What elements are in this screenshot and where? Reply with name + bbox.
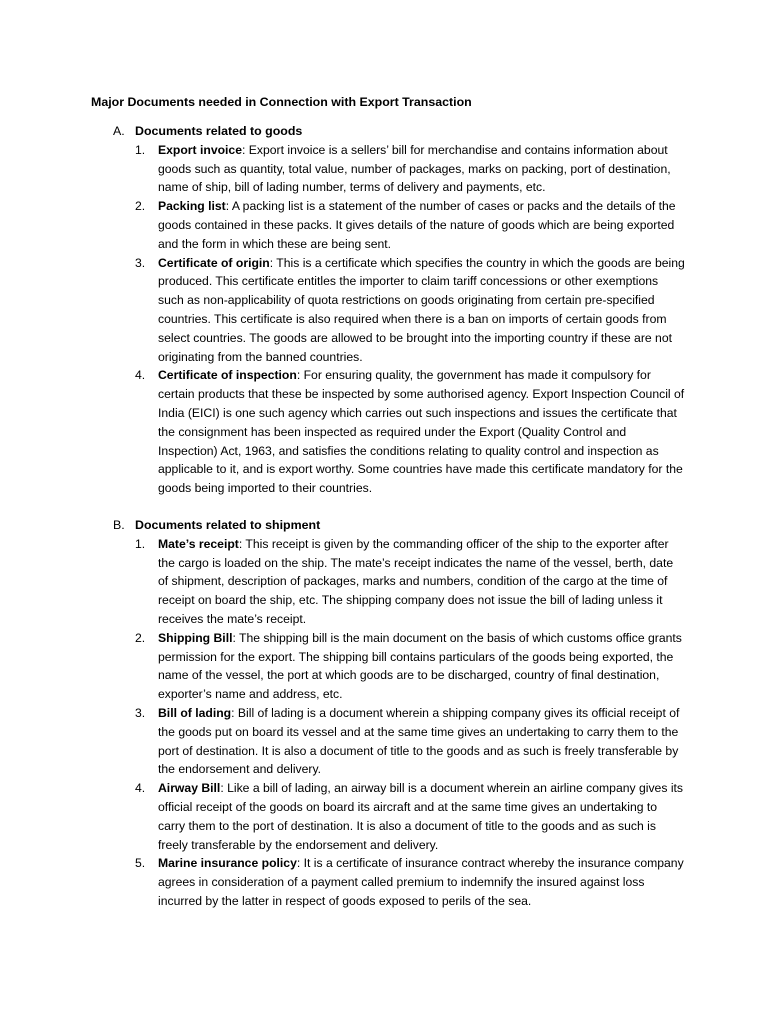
list-item-number: 1. xyxy=(135,536,146,551)
list-item-text: For ensuring quality, the government has made it compulsory for certain products that these be inspected by some authorised agency. Export Inspection Council of India (EICI) is one such agency which carries out such inspections and issues the certificate that the consignment has been inspected as required under the Export (Quality Control and Inspection) Act, 1963, and satisfies the conditions relating to quality control and inspection as applicable to it, and is export worthy. Some countries have made this certificate mandatory for the goods being imported to their countries. xyxy=(158,368,685,496)
list-item-text: The shipping bill is the main document on the basis of which customs office grants permission for the export. The shipping bill contains particulars of the goods being exported, the name of the vessel, the port at which goods are to be discharged, country of final destination, exporter’s name and address, etc. xyxy=(158,630,682,702)
list-item-term: Airway Bill xyxy=(158,781,221,796)
list-item-certificate-of-origin xyxy=(0,254,768,367)
list-item-text: Export invoice is a sellers’ bill for merchandise and contains information about goods such as quantity, total value, number of packages, marks on packing, port of destination, name of ship, bill of lading number, terms of delivery and payments, etc. xyxy=(158,142,671,195)
section-title: Documents related to goods xyxy=(135,124,303,138)
list-item-number: 4. xyxy=(135,781,146,796)
list-item-airway-bill xyxy=(0,779,768,854)
list-item-number: 4. xyxy=(135,368,146,383)
list-item-packing-list xyxy=(0,197,768,253)
list-item-term: Mate’s receipt xyxy=(158,536,239,551)
list-item-term: Packing list xyxy=(158,199,226,214)
list-item-text: Like a bill of lading, an airway bill is a document wherein an airline company gives its official receipt of the goods on board its aircraft and at the same time gives an undertaking to carry them to the port of destination. It is also a document of title to the goods and as such is freely transferable by the endorsement and delivery. xyxy=(158,781,684,852)
list-item-text: This receipt is given by the commanding officer of the ship to the exporter after the cargo is loaded on the ship. The mate’s receipt indicates the name of the vessel, berth, date of shipment, description of packages, marks and numbers, condition of the cargo at the time of receipt on board the ship, etc. The shipping company does not issue the bill of lading unless it receives the mate’s receipt. xyxy=(158,536,674,626)
list-item-marine-insurance-policy xyxy=(0,854,768,910)
list-item-term: Export invoice xyxy=(158,142,242,157)
section-heading xyxy=(0,516,768,535)
list-item-number: 3. xyxy=(135,705,146,720)
section-shipment-documents xyxy=(0,516,768,911)
section-goods-documents xyxy=(0,122,768,498)
list-item-number: 2. xyxy=(135,199,146,214)
section-heading xyxy=(0,122,768,141)
list-item-text: This is a certificate which specifies the country in which the goods are being produced. This certificate entitles the importer to claim tariff concessions or other exemptions such as non-applicability of quota restrictions on goods originating from certain pre-specified countries. This certificate is also required when there is a ban on imports of certain goods from select countries. The goods are allowed to be brought into the importing country if these are not originating from the banned countries. xyxy=(158,255,685,364)
list-item-bill-of-lading xyxy=(0,704,768,779)
list-item-text: It is a certificate of insurance contract whereby the insurance company agrees in consideration of a payment called premium to indemnify the insured against loss incurred by the latter in respect of goods exposed to perils of the sea. xyxy=(158,856,684,908)
list-item-number: 1. xyxy=(135,142,146,157)
document-title: Major Documents needed in Connection with Export Transaction xyxy=(91,95,472,109)
list-item-shipping-bill xyxy=(0,629,768,704)
list-item-number: 2. xyxy=(135,630,146,645)
list-item-term: Marine insurance policy xyxy=(158,856,297,871)
section-letter: A. xyxy=(113,124,125,138)
section-title: Documents related to shipment xyxy=(135,518,321,532)
list-item-certificate-of-inspection xyxy=(0,366,768,498)
list-item-mates-receipt xyxy=(0,535,768,629)
list-item-export-invoice xyxy=(0,141,768,197)
list-item-number: 5. xyxy=(135,856,146,871)
list-item-term: Certificate of inspection xyxy=(158,368,297,383)
list-item-number: 3. xyxy=(135,255,146,270)
list-item-term: Certificate of origin xyxy=(158,255,270,270)
list-item-text: Bill of lading is a document wherein a shipping company gives its official receipt of the goods put on board its vessel and at the same time gives an undertaking to carry them to the port of destination. It is also a document of title to the goods and as such is freely transferable by the endorsement and delivery. xyxy=(158,705,680,777)
list-item-term: Shipping Bill xyxy=(158,630,233,645)
list-item-text: A packing list is a statement of the number of cases or packs and the details of the goods contained in these packs. It gives details of the nature of goods which are being exported and the form in which these are being sent. xyxy=(158,199,676,251)
list-item-term: Bill of lading xyxy=(158,705,232,720)
section-letter: B. xyxy=(113,518,125,532)
